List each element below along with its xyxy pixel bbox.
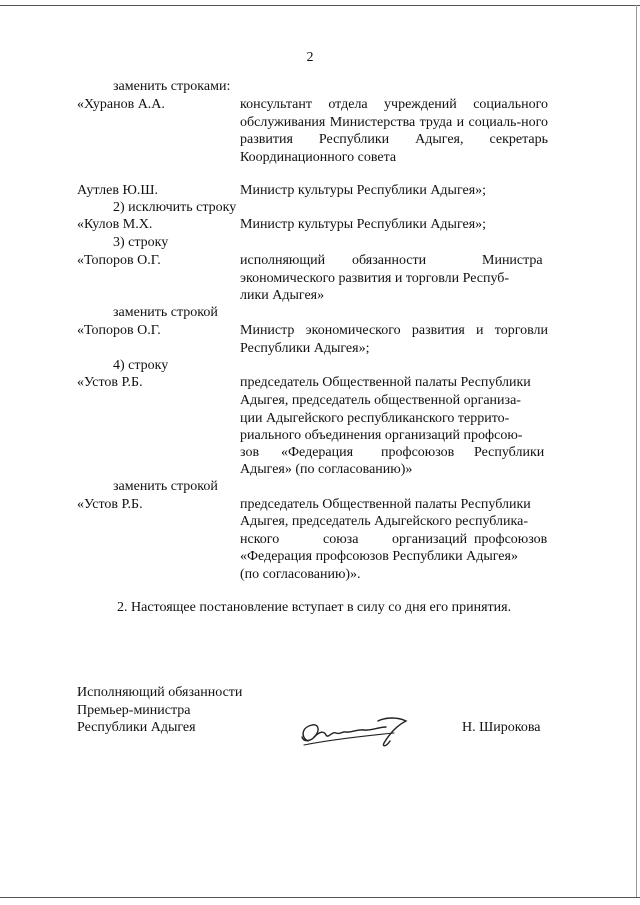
signatory-role-line-1: Исполняющий обязанности — [77, 685, 243, 700]
toporov-text-c: лики Адыгея» — [240, 288, 325, 303]
scan-bottom-edge — [0, 897, 640, 898]
toporov2-text: Министр экономического развития и торговли Республики Адыгея»; — [240, 323, 548, 356]
ustov-text-5a: зов — [240, 445, 260, 460]
khuranov-text: консультант отдела учреждений социального обслуживания Министерства труда и социаль-ного развития Республики Адыгея, секретарь Координационного совета — [240, 97, 548, 165]
ustov2-text-5: (по согласованию)». — [240, 567, 361, 582]
ustov2-text-3b: союза — [323, 532, 359, 547]
signature-icon — [294, 713, 412, 753]
ustov2-text-2: Адыгея, председатель Адыгейского республика- — [240, 514, 528, 529]
item3-label: 3) строку — [113, 235, 169, 250]
ustov-text-3: ции Адыгейского республиканского террито- — [240, 411, 510, 426]
page-number: 2 — [306, 50, 314, 65]
replace-line-2: заменить строкой — [113, 479, 218, 494]
ustov-text-2: Адыгея, председатель общественной организа- — [240, 393, 521, 408]
signatory-role-line-2: Премьер-министра — [77, 703, 191, 718]
ustov-name: «Устов Р.Б. — [77, 375, 143, 390]
scan-right-edge — [636, 5, 637, 897]
scan-top-edge — [0, 5, 640, 6]
ustov-text-1: председатель Общественной палаты Республики — [240, 375, 531, 390]
ustov2-text-3c: организаций — [392, 532, 468, 547]
ustov2-text-1: председатель Общественной палаты Республики — [240, 497, 531, 512]
ustov-text-4: риального объединения организаций профсою- — [240, 428, 523, 443]
replace-lines-intro: заменить строками: — [113, 79, 231, 94]
ustov2-name: «Устов Р.Б. — [77, 497, 143, 512]
ustov2-text-3d: профсоюзов — [474, 532, 548, 547]
effective-clause: 2. Настоящее постановление вступает в силу со дня его принятия. — [117, 600, 512, 615]
signatory-name: Н. Широкова — [462, 720, 541, 735]
kulov-text: Министр культуры Республики Адыгея»; — [240, 217, 487, 232]
signatory-role-line-3: Республики Адыгея — [77, 720, 196, 735]
item2-label: 2) исключить строку — [113, 200, 237, 215]
ustov-text-5b: «Федерация — [281, 445, 354, 460]
toporov-name: «Топоров О.Г. — [77, 253, 161, 268]
item4-label: 4) строку — [113, 358, 169, 373]
ustov-text-6: Адыгея» (по согласованию)» — [240, 462, 413, 477]
ustov-text-5c: профсоюзов — [381, 445, 455, 460]
toporov2-name: «Топоров О.Г. — [77, 323, 161, 338]
ustov-text-5d: Республики — [474, 445, 545, 460]
khuranov-name: «Хуранов А.А. — [77, 97, 165, 112]
toporov-text-a-3: Министра — [482, 253, 543, 268]
autlev-text: Министр культуры Республики Адыгея»; — [240, 183, 487, 198]
kulov-name: «Кулов М.Х. — [77, 217, 153, 232]
toporov-text-a-2: обязанности — [352, 253, 427, 268]
toporov-text-b: экономического развития и торговли Респуб- — [240, 271, 510, 286]
autlev-name: Аутлев Ю.Ш. — [77, 183, 159, 198]
replace-line-1: заменить строкой — [113, 305, 218, 320]
toporov-text-a-1: исполняющий — [240, 253, 326, 268]
ustov2-text-3a: нского — [240, 532, 280, 547]
ustov2-text-4: «Федерация профсоюзов Республики Адыгея» — [240, 549, 518, 564]
